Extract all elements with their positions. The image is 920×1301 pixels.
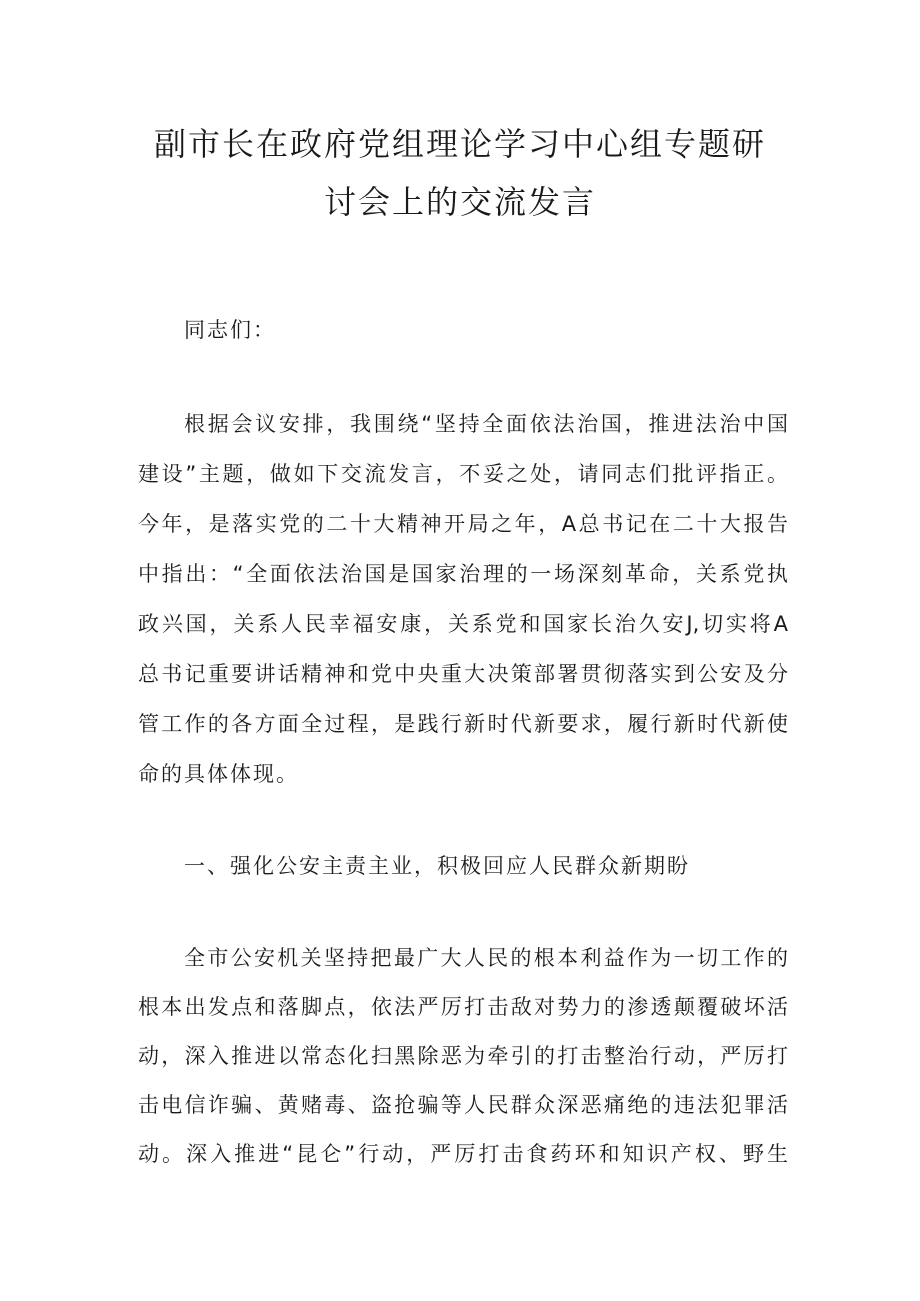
paragraph-2-line: 动，深入推进以常态化扫黑除恶为牵引的打击整治行动，严厉打 (138, 1044, 788, 1068)
paragraph-2-line: 动。深入推进“昆仑”行动，严厉打击食药环和知识产权、野生 (138, 1142, 788, 1166)
paragraph-1-line: 今年，是落实党的二十大精神开局之年，A总书记在二十大报告 (138, 512, 788, 536)
paragraph-1-line: 政兴国，关系人民幸福安康，关系党和国家长治久安J,切实将A (138, 612, 788, 636)
document-title-line-2: 讨会上的交流发言 (323, 183, 596, 221)
paragraph-1-line: 中指出：“全面依法治国是国家治理的一场深刻革命，关系党执 (138, 562, 788, 586)
document-title-line-1: 副市长在政府党组理论学习中心组专题研 (153, 125, 766, 163)
paragraph-1-line: 根据会议安排，我围绕“坚持全面依法治国，推进法治中国 (184, 412, 788, 436)
paragraph-2-line: 全市公安机关坚持把最广大人民的根本利益作为一切工作的 (184, 946, 788, 970)
paragraph-1-line: 命的具体体现。 (138, 762, 299, 786)
paragraph-1-line: 建设”主题，做如下交流发言，不妥之处，请同志们批评指正。 (138, 462, 788, 486)
salutation: 同志们： (184, 318, 276, 342)
paragraph-1-line: 总书记重要讲话精神和党中央重大决策部署贯彻落实到公安及分 (138, 662, 788, 686)
paragraph-1-line: 管工作的各方面全过程，是践行新时代新要求，履行新时代新使 (138, 712, 788, 736)
paragraph-2-line: 根本出发点和落脚点，依法严厉打击敌对势力的渗透颠覆破坏活 (138, 995, 788, 1019)
paragraph-2-line: 击电信诈骗、黄赌毒、盗抢骗等人民群众深恶痛绝的违法犯罪活 (138, 1093, 788, 1117)
section-heading-1: 一、强化公安主责主业，积极回应人民群众新期盼 (184, 854, 690, 878)
